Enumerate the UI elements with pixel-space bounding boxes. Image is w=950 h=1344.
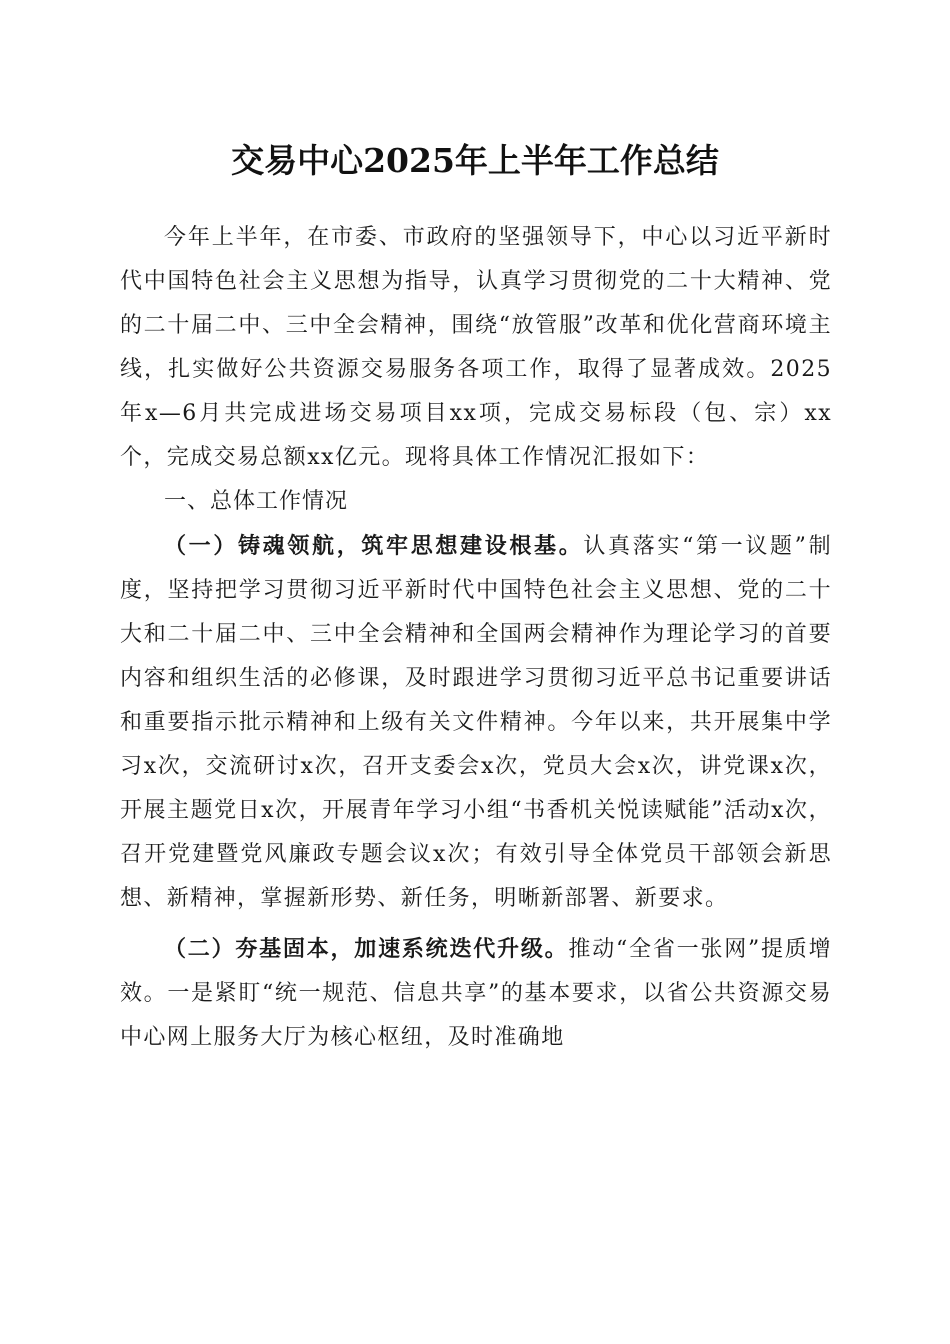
item-1-lead: （一）铸魂领航，筑牢思想建设根基。 [164,533,584,559]
item-2-paragraph [120,927,832,1060]
document-title: 交易中心2025年上半年工作总结 [231,141,719,180]
item-2-body: 推动“全省一张网”提质增效。一是紧盯“统一规范、信息共享”的基本要求，以省公共资源交易中心网上服务大厅为核心枢纽，及时准确地 [120,937,832,1050]
item-1-body: 认真落实“第一议题”制度，坚持把学习贯彻习近平新时代中国特色社会主义思想、党的二十大和二十届二中、三中全会精神和全国两会精神作为理论学习的首要内容和组织生活的必修课，及时跟进学习贯彻习近平总书记重要讲话和重要指示批示精神和上级有关文件精神。今年以来，共开展集中学习x次，交流研讨x次，召开支委会x次，党员大会x次，讲党课x次，开展主题党日x次，开展青年学习小组“书香机关悦读赋能”活动x次，召开党建暨党风廉政专题会议x次；有效引导全体党员干部领会新思想、新精神，掌握新形势、新任务，明晰新部署、新要求。 [120,534,832,911]
item-1-paragraph [120,524,832,921]
document-body [120,216,832,1060]
section-heading-overall: 一、总体工作情况 [164,489,349,514]
item-2-lead: （二）夯基固本，加速系统迭代升级。 [164,936,569,962]
intro-paragraph: 今年上半年，在市委、市政府的坚强领导下，中心以习近平新时代中国特色社会主义思想为指导，认真学习贯彻党的二十大精神、党的二十届二中、三中全会精神，围绕“放管服”改革和优化营商环境主线，扎实做好公共资源交易服务各项工作，取得了显著成效。2025年x—6月共完成进场交易项目xx项，完成交易标段（包、宗）xx个，完成交易总额xx亿元。现将具体工作情况汇报如下： [120,225,832,470]
